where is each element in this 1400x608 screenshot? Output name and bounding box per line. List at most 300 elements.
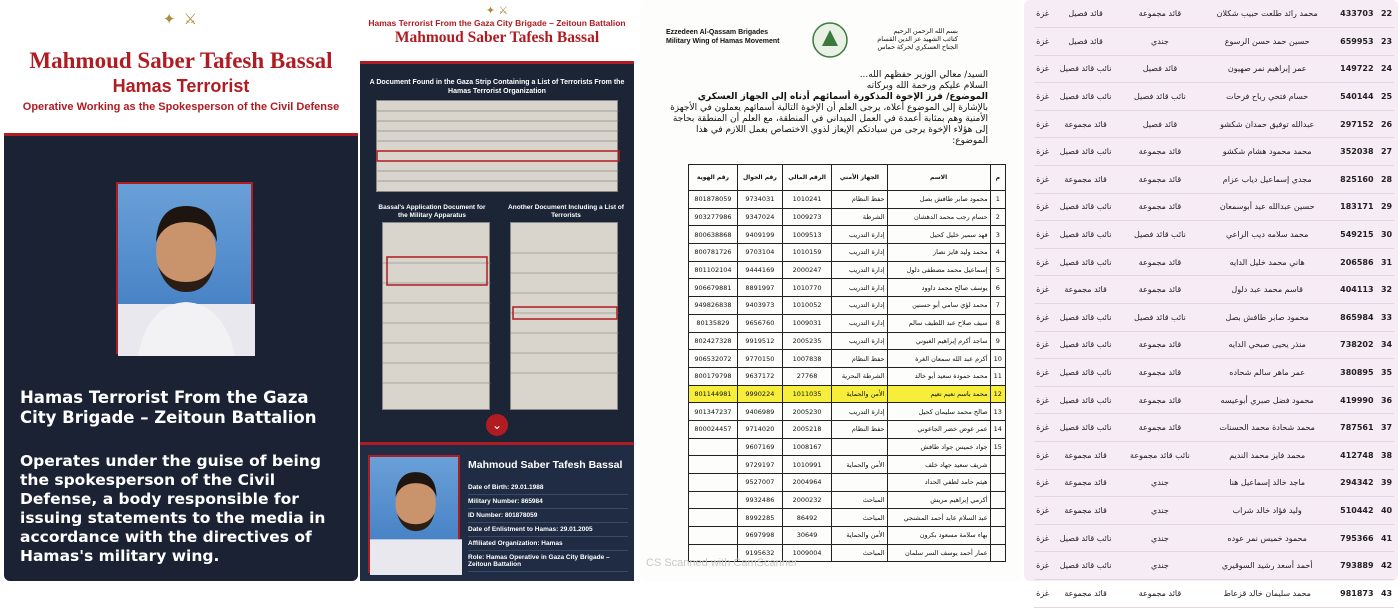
table-cell: 6 xyxy=(990,279,1005,297)
table-row xyxy=(689,527,1006,545)
table-cell: 9697998 xyxy=(737,527,782,545)
table-cell: 80135829 xyxy=(689,314,738,332)
table-cell: إدارة التدريب xyxy=(832,332,887,350)
table-cell: محمد باسم نعيم نعيم xyxy=(887,385,990,403)
letterhead-english xyxy=(666,28,780,46)
table-row xyxy=(689,208,1006,226)
field-military-number: Military Number: 865984 xyxy=(468,495,628,509)
table-row xyxy=(689,420,1006,438)
list-scan-icon xyxy=(511,223,619,411)
table-cell: قائد مجموعة xyxy=(1120,248,1200,276)
table-cell: 25 xyxy=(1379,83,1394,111)
table-cell: غزة xyxy=(1034,524,1051,552)
table-cell: نائب قائد فصيل xyxy=(1051,193,1120,221)
scanner-watermark: CS Scanned with CamScanner xyxy=(646,557,798,569)
table-cell: غزة xyxy=(1034,83,1051,111)
table-cell: 352038 xyxy=(1335,138,1380,166)
table-cell: 4 xyxy=(990,244,1005,262)
table-cell: 32 xyxy=(1379,276,1394,304)
table-cell: 981873 xyxy=(1335,579,1380,607)
letterhead-line: Ezzedeen Al-Qassam Brigades xyxy=(666,29,769,36)
table-cell: 9714020 xyxy=(737,420,782,438)
table-cell: حسين عبدالله عيد أبوسمعان xyxy=(1200,193,1335,221)
table-cell: 800179798 xyxy=(689,367,738,385)
table-row xyxy=(1034,55,1394,83)
table-cell: نائب قائد فصيل xyxy=(1051,304,1120,332)
table-cell: نائب قائد فصيل xyxy=(1120,304,1200,332)
table-cell: 28 xyxy=(1379,166,1394,194)
table-cell: نائب قائد فصيل xyxy=(1051,138,1120,166)
table-cell: عمار أحمد يوسف السر سلمان xyxy=(887,544,990,562)
table-cell: 9403973 xyxy=(737,297,782,315)
table-cell: 33 xyxy=(1379,304,1394,332)
table-row xyxy=(689,474,1006,492)
table-cell: غزة xyxy=(1034,276,1051,304)
table-cell: 433703 xyxy=(1335,0,1380,28)
table-cell: قائد مجموعة xyxy=(1120,359,1200,387)
body-line: السلام عليكم ورحمة الله وبركاته xyxy=(866,81,988,91)
table-cell: قائد مجموعة xyxy=(1120,0,1200,28)
table-row xyxy=(1034,221,1394,249)
table-cell: نائب قائد مجموعة xyxy=(1120,442,1200,470)
table-row xyxy=(1034,28,1394,56)
table-cell: غزة xyxy=(1034,166,1051,194)
table-row xyxy=(1034,138,1394,166)
table-cell: 39 xyxy=(1379,469,1394,497)
table-cell: 1009031 xyxy=(782,314,831,332)
table-cell: حسام فتحي رباح فرحات xyxy=(1200,83,1335,111)
table-cell: الأمن والحماية xyxy=(832,456,887,474)
table-cell: حفظ النظام xyxy=(832,420,887,438)
person-name: Mahmoud Saber Tafesh Bassal xyxy=(29,48,333,73)
table-row xyxy=(1034,83,1394,111)
table-row xyxy=(1034,193,1394,221)
table-row xyxy=(689,332,1006,350)
table-row xyxy=(689,456,1006,474)
table-cell: جندي xyxy=(1120,497,1200,525)
table-cell: 149722 xyxy=(1335,55,1380,83)
table-cell: 906532072 xyxy=(689,350,738,368)
table-cell: قائد مجموعة xyxy=(1051,497,1120,525)
profile-card-main xyxy=(4,0,358,581)
document-card xyxy=(360,0,634,581)
table-cell: غزة xyxy=(1034,28,1051,56)
table-cell: إدارة التدريب xyxy=(832,226,887,244)
person-subtitle: Hamas Terrorist xyxy=(112,76,250,96)
table-cell: 1010241 xyxy=(782,191,831,209)
table-cell: غزة xyxy=(1034,221,1051,249)
table-cell: نائب قائد فصيل xyxy=(1051,552,1120,580)
table-row xyxy=(689,350,1006,368)
roster-scan xyxy=(1024,0,1398,598)
table-cell: قائد مجموعة xyxy=(1051,110,1120,138)
table-cell: الشرطة xyxy=(832,208,887,226)
field-role: Role: Hamas Operative in Gaza City Brigade – Zeitoun Battalion xyxy=(468,551,628,572)
table-cell: 801144981 xyxy=(689,385,738,403)
table-cell: إدارة التدريب xyxy=(832,279,887,297)
table-row xyxy=(1034,248,1394,276)
table-cell: قائد فصيل xyxy=(1051,28,1120,56)
table-cell: 540144 xyxy=(1335,83,1380,111)
table-cell: قائد مجموعة xyxy=(1051,442,1120,470)
table-cell: 36 xyxy=(1379,386,1394,414)
table-cell: 15 xyxy=(990,438,1005,456)
table-cell: هاني محمد خليل الدايه xyxy=(1200,248,1335,276)
table-cell: 41 xyxy=(1379,524,1394,552)
table-cell: المباحث xyxy=(832,509,887,527)
body-line: الموضوع/ فرز الإخوة المذكورة أسمائهم أدناه إلى الجهاز العسكري xyxy=(697,92,988,102)
table-cell xyxy=(689,509,738,527)
table-cell: 795366 xyxy=(1335,524,1380,552)
table-cell: قائد مجموعة xyxy=(1051,166,1120,194)
table-cell: 31 xyxy=(1379,248,1394,276)
table-cell: حسين حمد حسن الرسوع xyxy=(1200,28,1335,56)
field-id-number: ID Number: 801878059 xyxy=(468,509,628,523)
portrait-icon xyxy=(370,457,462,575)
table-cell: 800638868 xyxy=(689,226,738,244)
document-image-right xyxy=(510,222,618,410)
table-cell: 27 xyxy=(1379,138,1394,166)
table-cell: نائب قائد فصيل xyxy=(1051,55,1120,83)
table-cell: 380895 xyxy=(1335,359,1380,387)
table-row xyxy=(689,226,1006,244)
table-cell: 8 xyxy=(990,314,1005,332)
table-cell: نائب قائد فصيل xyxy=(1051,248,1120,276)
table-header-row xyxy=(689,165,1006,191)
table-row xyxy=(1034,166,1394,194)
letterhead-arabic xyxy=(877,28,958,52)
table-cell: نائب قائد فصيل xyxy=(1051,524,1120,552)
table-cell: 8992285 xyxy=(737,509,782,527)
table-cell: 37 xyxy=(1379,414,1394,442)
table-cell: غزة xyxy=(1034,469,1051,497)
table-cell: عبدالله توفيق حمدان شكشو xyxy=(1200,110,1335,138)
table-cell: 1010991 xyxy=(782,456,831,474)
table-row xyxy=(689,261,1006,279)
letter-body xyxy=(668,70,988,147)
table-cell: قائد فصيل xyxy=(1120,110,1200,138)
table-cell: 419990 xyxy=(1335,386,1380,414)
table-cell: نائب قائد فصيل xyxy=(1051,359,1120,387)
chevron-down-icon[interactable]: ⌄ xyxy=(486,414,508,436)
table-cell xyxy=(689,456,738,474)
table-cell: قائد مجموعة xyxy=(1120,138,1200,166)
table-cell: ساجد أكرم إبراهيم الغبوني xyxy=(887,332,990,350)
table-cell xyxy=(689,527,738,545)
table-cell: محمود فضل صبري أبوعيسه xyxy=(1200,386,1335,414)
table-cell: جندي xyxy=(1120,552,1200,580)
letter-scan xyxy=(640,0,1020,581)
table-cell: 14 xyxy=(990,420,1005,438)
table-cell: 1010770 xyxy=(782,279,831,297)
table-cell: 1007838 xyxy=(782,350,831,368)
table-cell xyxy=(689,491,738,509)
body-line: السيد/ معالي الوزير حفظهم الله... xyxy=(859,70,988,80)
table-cell: 1008167 xyxy=(782,438,831,456)
field-organization: Affiliated Organization: Hamas xyxy=(468,537,628,551)
table-cell: نائب قائد فصيل xyxy=(1051,414,1120,442)
table-cell xyxy=(689,438,738,456)
table-row xyxy=(1034,359,1394,387)
table-cell: صالح محمد سليمان كحيل xyxy=(887,403,990,421)
table-cell: قائد مجموعة xyxy=(1051,276,1120,304)
table-cell: قاسم محمد عبد دلول xyxy=(1200,276,1335,304)
table-cell: إدارة التدريب xyxy=(832,244,887,262)
table-cell: 1009004 xyxy=(782,544,831,562)
person-name: Mahmoud Saber Tafesh Bassal xyxy=(394,29,600,46)
table-row xyxy=(1034,386,1394,414)
table-cell: 12 xyxy=(990,385,1005,403)
table-cell: غزة xyxy=(1034,193,1051,221)
table-row xyxy=(689,367,1006,385)
table-cell: حفظ النظام xyxy=(832,350,887,368)
table-cell: 9195632 xyxy=(737,544,782,562)
table-row xyxy=(1034,276,1394,304)
table-cell: 787561 xyxy=(1335,414,1380,442)
table-cell: إدارة التدريب xyxy=(832,314,887,332)
table-cell: غزة xyxy=(1034,55,1051,83)
table-cell: 13 xyxy=(990,403,1005,421)
table-cell: 43 xyxy=(1379,579,1394,607)
table-cell: حسام رجب محمد الدهشان xyxy=(887,208,990,226)
table-cell: غزة xyxy=(1034,0,1051,28)
table-cell: جندي xyxy=(1120,28,1200,56)
table-cell: محمد رائد طلعت حبيب شكلان xyxy=(1200,0,1335,28)
caption-right: Another Document Including a List of Terrorists xyxy=(508,204,624,219)
kicker: Hamas Terrorist From the Gaza City Brigade – Zeitoun Battalion xyxy=(368,18,626,28)
table-cell: 5 xyxy=(990,261,1005,279)
table-cell: 35 xyxy=(1379,359,1394,387)
table-cell: إسماعيل محمد مصطفى دلول xyxy=(887,261,990,279)
table-cell: أحمد أسعد رشيد السوقيري xyxy=(1200,552,1335,580)
table-cell: 1 xyxy=(990,191,1005,209)
table-cell: 183171 xyxy=(1335,193,1380,221)
table-cell: 865984 xyxy=(1335,304,1380,332)
table-cell: 404113 xyxy=(1335,276,1380,304)
table-cell: 27768 xyxy=(782,367,831,385)
table-cell: غزة xyxy=(1034,552,1051,580)
table-cell: غزة xyxy=(1034,110,1051,138)
table-cell: غزة xyxy=(1034,248,1051,276)
document-image-top xyxy=(376,100,618,192)
table-cell: الأمن والحماية xyxy=(832,527,887,545)
table-cell: 11 xyxy=(990,367,1005,385)
table-cell: 9703104 xyxy=(737,244,782,262)
col-mobile: رقم الجوال xyxy=(737,165,782,191)
table-cell: 738202 xyxy=(1335,331,1380,359)
table-cell: 7 xyxy=(990,297,1005,315)
table-cell: 793889 xyxy=(1335,552,1380,580)
table-cell: غزة xyxy=(1034,497,1051,525)
table-cell: بهاء سلامة مسعود بكرون xyxy=(887,527,990,545)
table-cell: عبد السلام عابد أحمد المشنجي xyxy=(887,509,990,527)
table-cell: قائد مجموعة xyxy=(1120,193,1200,221)
header-band xyxy=(360,0,634,64)
col-agency: الجهاز الأمني xyxy=(832,165,887,191)
table-cell xyxy=(990,544,1005,562)
table-cell: 9656760 xyxy=(737,314,782,332)
table-cell: 1010159 xyxy=(782,244,831,262)
table-cell: نائب قائد فصيل xyxy=(1120,221,1200,249)
table-cell: محمد حمودة سعيد أبو خالد xyxy=(887,367,990,385)
table-cell: 659953 xyxy=(1335,28,1380,56)
table-row xyxy=(689,244,1006,262)
table-cell: 2 xyxy=(990,208,1005,226)
table-cell: عمر عوض خضر الجاعوني xyxy=(887,420,990,438)
table-cell: 297152 xyxy=(1335,110,1380,138)
table-cell: 26 xyxy=(1379,110,1394,138)
table-cell xyxy=(990,474,1005,492)
table-cell: قائد فصيل xyxy=(1051,0,1120,28)
table-row xyxy=(689,297,1006,315)
table-cell: غزة xyxy=(1034,359,1051,387)
table-row xyxy=(689,438,1006,456)
table-cell xyxy=(832,438,887,456)
table-cell: جواد خميس جواد طافش xyxy=(887,438,990,456)
table-cell: غزة xyxy=(1034,331,1051,359)
table-cell: 9932486 xyxy=(737,491,782,509)
person-role: Operative Working as the Spokesperson of the Civil Defense xyxy=(22,101,340,113)
table-cell: 903277986 xyxy=(689,208,738,226)
table-cell: 9444169 xyxy=(737,261,782,279)
table-cell: 800781726 xyxy=(689,244,738,262)
personnel-table xyxy=(688,164,1006,562)
table-cell: 412748 xyxy=(1335,442,1380,470)
table-cell: قائد مجموعة xyxy=(1120,386,1200,414)
table-row xyxy=(689,509,1006,527)
table-cell: 1009513 xyxy=(782,226,831,244)
table-row xyxy=(689,191,1006,209)
table-cell: 23 xyxy=(1379,28,1394,56)
letterhead-line: بسم الله الرحمن الرحيم xyxy=(893,28,958,35)
section-heading: Hamas Terrorist From the Gaza City Brigade – Zeitoun Battalion xyxy=(20,388,317,427)
table-cell: 22 xyxy=(1379,0,1394,28)
table-cell: 2005235 xyxy=(782,332,831,350)
table-cell: 949826838 xyxy=(689,297,738,315)
table-row xyxy=(1034,331,1394,359)
body-line: بالإشارة إلى الموضوع أعلاه، يرجى العلم أن الإخوة التالية أسمائهم يعملون في الأجهزة الأمنية وهم بمثابة أعمدة في العمل الميداني في المنطقة، مع العلم أن المنطقة بحاجة إلى هؤلاء الإخوة يرجى من سيادتكم الإيعاز لذوي الاختصاص بعمل اللازم في هذا الموضوع: xyxy=(670,103,988,146)
table-cell: أكرمي إبراهيم مريش xyxy=(887,491,990,509)
table-cell: قائد فصيل xyxy=(1120,55,1200,83)
table-cell: غزة xyxy=(1034,442,1051,470)
table-cell: محمود صابر طافش بصل xyxy=(1200,304,1335,332)
letterhead-line: الجناح العسكري لحركة حماس xyxy=(877,44,958,51)
table-cell: 294342 xyxy=(1335,469,1380,497)
table-cell: محمد سليمان خالد قزعاط xyxy=(1200,579,1335,607)
table-cell: هيثم حامد لطفي الحداد xyxy=(887,474,990,492)
portrait-photo xyxy=(368,455,460,573)
table-cell: منذر يحيى صبحي الدايه xyxy=(1200,331,1335,359)
col-name: الاسم xyxy=(887,165,990,191)
table-cell: إدارة التدريب xyxy=(832,297,887,315)
table-cell: قائد مجموعة xyxy=(1120,414,1200,442)
table-row xyxy=(1034,497,1394,525)
table-cell: محمود صابر طافش بصل xyxy=(887,191,990,209)
table-cell: إدارة التدريب xyxy=(832,261,887,279)
table-cell: حفظ النظام xyxy=(832,191,887,209)
table-cell: شريف سعيد جهاد خلف xyxy=(887,456,990,474)
table-cell: 10 xyxy=(990,350,1005,368)
table-cell: 2000232 xyxy=(782,491,831,509)
table-cell: محمد محمود هشام شكشو xyxy=(1200,138,1335,166)
table-cell: 801878059 xyxy=(689,191,738,209)
table-cell: 9409199 xyxy=(737,226,782,244)
table-cell: محمود خميس نمر عوده xyxy=(1200,524,1335,552)
card-fields xyxy=(468,481,628,572)
table-cell: قائد مجموعة xyxy=(1120,331,1200,359)
table-cell: 38 xyxy=(1379,442,1394,470)
table-cell xyxy=(990,509,1005,527)
table-cell: عمر ماهر سالم شحاده xyxy=(1200,359,1335,387)
table-cell: 9637172 xyxy=(737,367,782,385)
table-cell: 86492 xyxy=(782,509,831,527)
table-cell: نائب قائد فصيل xyxy=(1051,386,1120,414)
table-cell: قائد مجموعة xyxy=(1051,469,1120,497)
document-image-left xyxy=(382,222,490,410)
table-cell xyxy=(990,456,1005,474)
table-cell: 510442 xyxy=(1335,497,1380,525)
portrait-photo xyxy=(116,182,253,354)
table-cell: سيف صلاح عبد اللطيف سالم xyxy=(887,314,990,332)
table-cell: 825160 xyxy=(1335,166,1380,194)
table-cell: المباحث xyxy=(832,491,887,509)
table-row xyxy=(1034,0,1394,28)
table-cell xyxy=(990,527,1005,545)
table-row xyxy=(1034,304,1394,332)
table-cell: 802427328 xyxy=(689,332,738,350)
letterhead-line: Military Wing of Hamas Movement xyxy=(666,38,780,45)
table-cell: ماجد خالد إسماعيل هنا xyxy=(1200,469,1335,497)
table-cell: نائب قائد فصيل xyxy=(1120,83,1200,111)
table-cell: 2000247 xyxy=(782,261,831,279)
table-row xyxy=(689,279,1006,297)
table-cell: غزة xyxy=(1034,138,1051,166)
table-row xyxy=(689,385,1006,403)
table-cell xyxy=(832,474,887,492)
table-cell: غزة xyxy=(1034,414,1051,442)
table-row xyxy=(689,314,1006,332)
table-cell: إدارة التدريب xyxy=(832,403,887,421)
table-row xyxy=(1034,110,1394,138)
table-row xyxy=(1034,469,1394,497)
table-cell: غزة xyxy=(1034,304,1051,332)
table-cell: 30 xyxy=(1379,221,1394,249)
table-cell: 40 xyxy=(1379,497,1394,525)
table-cell: 8891997 xyxy=(737,279,782,297)
table-cell: الأمن والحماية xyxy=(832,385,887,403)
form-scan-icon xyxy=(383,223,491,411)
table-cell: محمد شحادة محمد الحسنات xyxy=(1200,414,1335,442)
document-title: A Document Found in the Gaza Strip Containing a List of Terrorists From the Hamas Terrorist Organization xyxy=(369,79,625,95)
letterhead-line: كتائب الشهيد عز الدين القسام xyxy=(877,36,958,43)
table-cell: 9607169 xyxy=(737,438,782,456)
table-cell: 206586 xyxy=(1335,248,1380,276)
card-name: Mahmoud Saber Tafesh Bassal xyxy=(468,459,623,471)
col-financial: الرقم المالي xyxy=(782,165,831,191)
table-cell: قائد مجموعة xyxy=(1051,579,1120,607)
table-cell xyxy=(689,474,738,492)
table-scan-icon xyxy=(377,101,619,193)
section-description: Operates under the guise of being the spokesperson of the Civil Defense, a body responsible for issuing statements to the media in accordance with the directives of Hamas's military wing. xyxy=(20,452,326,565)
table-cell: قائد مجموعة xyxy=(1120,579,1200,607)
table-cell: 801102104 xyxy=(689,261,738,279)
portrait-icon xyxy=(118,184,255,356)
table-cell: 9770150 xyxy=(737,350,782,368)
table-cell: نائب قائد فصيل xyxy=(1051,83,1120,111)
table-cell: قائد مجموعة xyxy=(1120,276,1200,304)
table-cell: 9990224 xyxy=(737,385,782,403)
table-cell: جندي xyxy=(1120,469,1200,497)
